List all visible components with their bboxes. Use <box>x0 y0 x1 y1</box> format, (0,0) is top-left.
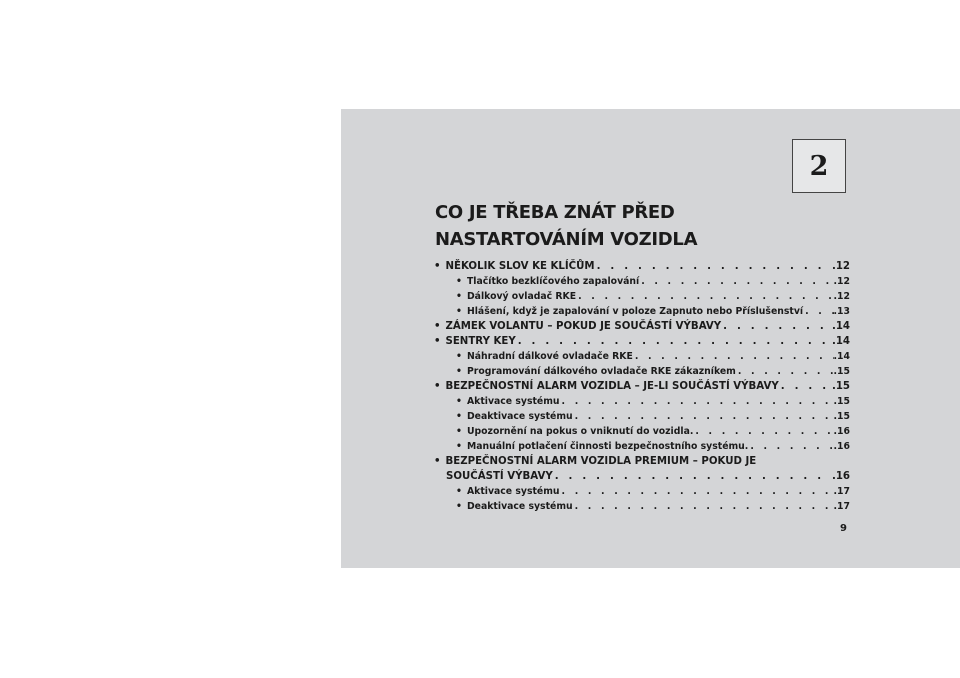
toc-entry-page: .17 <box>833 501 850 512</box>
bullet: • <box>434 381 441 392</box>
toc-entry-text-continued: SOUČÁSTÍ VÝBAVY <box>446 471 553 482</box>
toc-entry-page: .16 <box>833 426 850 437</box>
bullet: • <box>456 396 462 407</box>
leader-dots <box>721 319 832 334</box>
toc-subentry[interactable] <box>434 409 850 424</box>
toc-entry-page: .14 <box>831 321 850 332</box>
toc-entry[interactable] <box>434 319 850 334</box>
leader-dots <box>553 469 832 484</box>
bullet: • <box>434 261 441 272</box>
toc-entry-page: .12 <box>833 291 850 302</box>
toc-subentry[interactable] <box>434 439 850 454</box>
toc-entry-text: Aktivace systému <box>466 486 560 497</box>
toc-entry-page: .14 <box>833 351 850 362</box>
toc-entry-page: .14 <box>831 336 850 347</box>
toc-entry-line-1[interactable] <box>434 454 850 469</box>
bullet: • <box>434 456 441 467</box>
table-of-contents <box>434 259 850 514</box>
toc-entry-line-2[interactable] <box>434 469 850 484</box>
bullet: • <box>456 366 462 377</box>
leader-dots <box>560 484 834 499</box>
toc-entry-text: Manuální potlačení činnosti bezpečnostního systému. <box>466 441 749 452</box>
toc-subentry[interactable] <box>434 289 850 304</box>
bullet: • <box>456 291 462 302</box>
toc-entry[interactable] <box>434 259 850 274</box>
toc-subentry[interactable] <box>434 349 850 364</box>
toc-entry-text: Hlášení, když je zapalování v poloze Zapnuto nebo Příslušenství <box>466 306 804 317</box>
leader-dots <box>693 424 833 439</box>
leader-dots <box>560 394 834 409</box>
toc-entry-text: Tlačítko bezklíčového zapalování <box>466 276 640 287</box>
leader-dots <box>576 289 833 304</box>
toc-entry-text: Programování dálkového ovladače RKE zákazníkem <box>466 366 736 377</box>
leader-dots <box>803 304 833 319</box>
bullet: • <box>456 276 462 287</box>
toc-subentry[interactable] <box>434 499 850 514</box>
toc-entry-page: .17 <box>833 486 850 497</box>
leader-dots <box>573 499 834 514</box>
bullet: • <box>456 351 462 362</box>
toc-subentry[interactable] <box>434 304 850 319</box>
chapter-title-line-1: CO JE TŘEBA ZNÁT PŘED <box>435 202 675 223</box>
toc-entry-page: .12 <box>831 261 850 272</box>
chapter-number-box <box>792 139 846 193</box>
toc-entry-text: Dálkový ovladač RKE <box>466 291 577 302</box>
toc-entry-page: .13 <box>833 306 850 317</box>
leader-dots <box>595 259 832 274</box>
leader-dots <box>633 349 834 364</box>
toc-entry-page: .15 <box>831 381 850 392</box>
toc-entry-text: Deaktivace systému <box>466 411 573 422</box>
bullet: • <box>456 411 462 422</box>
toc-entry-page: .15 <box>833 366 850 377</box>
toc-entry-page: .16 <box>831 471 850 482</box>
bullet: • <box>456 441 462 452</box>
document-page <box>341 109 960 568</box>
leader-dots <box>779 379 832 394</box>
toc-entry-text: Deaktivace systému <box>466 501 573 512</box>
bullet: • <box>434 336 441 347</box>
leader-dots <box>639 274 833 289</box>
leader-dots <box>736 364 834 379</box>
toc-subentry[interactable] <box>434 274 850 289</box>
bullet: • <box>434 321 441 332</box>
page-number: 9 <box>840 523 847 534</box>
chapter-title-line-2: NASTARTOVÁNÍM VOZIDLA <box>435 229 698 250</box>
toc-entry-text: SENTRY KEY <box>445 336 516 347</box>
toc-entry-text: NĚKOLIK SLOV KE KLÍČŮM <box>445 261 595 272</box>
bullet: • <box>456 306 462 317</box>
toc-subentry[interactable] <box>434 394 850 409</box>
toc-entry-text: Upozornění na pokus o vniknutí do vozidla. <box>466 426 694 437</box>
chapter-number: 2 <box>809 150 829 182</box>
toc-entry-page: .15 <box>833 411 850 422</box>
toc-entry[interactable] <box>434 334 850 349</box>
toc-entry-text: BEZPEČNOSTNÍ ALARM VOZIDLA – JE-LI SOUČÁSTÍ VÝBAVY <box>445 381 779 392</box>
leader-dots <box>573 409 834 424</box>
chapter-title <box>435 199 697 253</box>
toc-entry-page: .16 <box>833 441 850 452</box>
leader-dots <box>748 439 833 454</box>
bullet: • <box>456 426 462 437</box>
leader-dots <box>516 334 832 349</box>
toc-entry-page: .15 <box>833 396 850 407</box>
toc-entry-text: Náhradní dálkové ovladače RKE <box>466 351 633 362</box>
bullet: • <box>456 486 462 497</box>
toc-subentry[interactable] <box>434 484 850 499</box>
toc-entry-text: BEZPEČNOSTNÍ ALARM VOZIDLA PREMIUM – POKUD JE <box>445 456 757 467</box>
bullet: • <box>456 501 462 512</box>
toc-subentry[interactable] <box>434 364 850 379</box>
toc-entry[interactable] <box>434 379 850 394</box>
toc-entry-text: Aktivace systému <box>466 396 560 407</box>
toc-entry-page: .12 <box>833 276 850 287</box>
toc-subentry[interactable] <box>434 424 850 439</box>
toc-entry-text: ZÁMEK VOLANTU – POKUD JE SOUČÁSTÍ VÝBAVY <box>445 321 722 332</box>
